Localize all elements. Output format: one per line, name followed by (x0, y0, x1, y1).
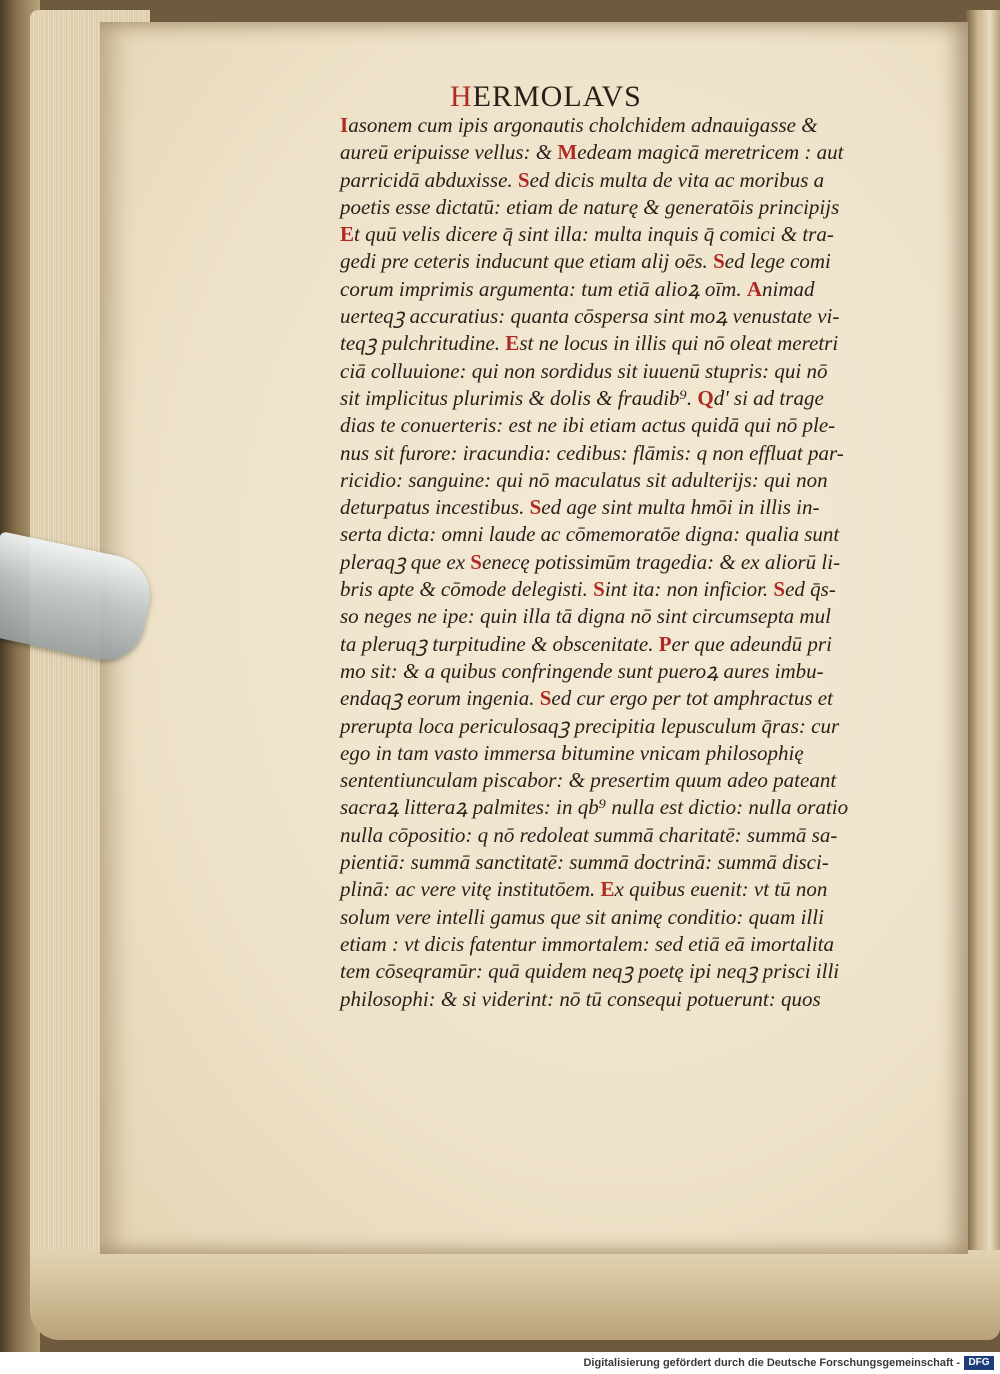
text-line (340, 549, 906, 576)
text-segment: deturpatus incestibus. (340, 495, 530, 520)
rubricated-initial: S (529, 495, 542, 520)
header-title: ERMOLAVS (472, 80, 642, 113)
text-segment: st ne locus in illis qui nō oleat meretri (519, 331, 839, 356)
text-line (340, 767, 906, 794)
text-segment: gedi pre ceteris inducunt que etiam alij oēs. (340, 249, 714, 274)
text-segment: ed cur ergo per tot amphractus et (551, 686, 833, 711)
text-line (340, 412, 906, 439)
rubricated-initial: S (517, 167, 530, 192)
text-line (340, 385, 906, 412)
book-bottom-edge (30, 1250, 1000, 1340)
text-segment: ed lege comi (724, 249, 831, 274)
text-segment: ego in tam vasto immersa bitumine vnicam philosophię (340, 740, 804, 765)
text-segment: ed dicis multa de vita ac moribus a (529, 167, 825, 192)
text-line (340, 330, 906, 357)
text-segment: sententiunculam piscabor: & presertim quum adeo pateant (340, 768, 837, 793)
footer-credit: Digitalisierung gefördert durch die Deutsche Forschungsgemeinschaft - (583, 1357, 960, 1369)
text-segment: d' si ad trage (713, 385, 824, 410)
rubricated-initial: E (600, 877, 615, 902)
text-line (340, 248, 906, 275)
rubricated-initial: M (557, 140, 578, 165)
text-segment: ciā colluuione: qui non sordidus sit iuuenū stupris: qui nō (340, 358, 828, 383)
header-rubricated-initial: H (450, 80, 473, 113)
text-segment: ta pleruqꝫ turpitudine & obscenitate. (340, 631, 659, 656)
text-line (340, 440, 906, 467)
text-segment: enecę potissimūm tragedia: & ex aliorū li- (481, 549, 841, 574)
footer-bar (0, 1352, 1000, 1374)
text-segment: teqꝫ pulchritudine. (340, 331, 506, 356)
text-segment: pientiā: summā sanctitatē: summā doctrinā: summā disci- (340, 850, 829, 875)
text-line (340, 221, 906, 248)
text-line (340, 494, 906, 521)
text-line (340, 986, 906, 1013)
text-segment: ricidio: sanguine: qui nō maculatus sit adulterijs: qui non (340, 467, 828, 492)
text-segment: solum vere intelli gamus que sit animę conditio: quam illi (340, 904, 824, 929)
text-segment: pleraqꝫ que ex (340, 549, 471, 574)
text-line (340, 822, 906, 849)
text-segment: sacraꝝ litteraꝝ palmites: in qb⁹ nulla est dictio: nulla oratio (340, 795, 849, 820)
text-segment: serta dicta: omni laude ac cōmemoratōe digna: qualia sunt (340, 522, 840, 547)
text-segment: corum imprimis argumenta: tum etiā alioꝝ oīm. (340, 276, 747, 301)
text-line (340, 685, 906, 712)
text-segment: poetis esse dictatū: etiam de naturę & generatōis principijs (340, 194, 840, 219)
text-line (340, 931, 906, 958)
rubricated-initial: I (340, 113, 349, 137)
rubricated-initial: S (593, 577, 605, 602)
rubricated-initial: S (539, 686, 552, 711)
rubricated-initial: S (470, 549, 482, 574)
text-segment: prerupta loca periculosaqꝫ precipitia lepusculum q̄ras: cur (340, 713, 840, 738)
rubricated-initial: E (505, 331, 520, 356)
text-line (340, 521, 906, 548)
rubricated-initial: Q (697, 385, 714, 410)
text-segment: endaqꝫ eorum ingenia. (340, 686, 540, 711)
text-segment: ed q̄s- (785, 577, 836, 602)
rubricated-initial: S (773, 577, 786, 602)
text-line (340, 194, 906, 221)
text-line (340, 139, 906, 166)
text-segment: asonem cum ipis argonautis cholchidem adnauigasse & (348, 113, 818, 137)
text-segment: parricidā abduxisse. (340, 167, 518, 192)
text-line (340, 876, 906, 903)
dfg-logo: DFG (964, 1356, 994, 1370)
text-line (340, 603, 906, 630)
text-line (340, 958, 906, 985)
text-segment: philosophi: & si viderint: nō tū consequi potuerunt: quos (340, 986, 821, 1011)
text-segment: nus sit furore: iracundia: cedibus: flāmis: q non effluat par- (340, 440, 844, 465)
text-line (340, 358, 906, 385)
text-segment: etiam : vt dicis fatentur immortalem: sed etiā eā imortalita (340, 931, 835, 956)
text-line (340, 303, 906, 330)
text-line (340, 849, 906, 876)
rubricated-initial: A (746, 276, 763, 301)
book-gutter (966, 10, 1000, 1330)
text-segment: nulla cōpositio: q nō redoleat summā charitatē: summā sa- (340, 822, 838, 847)
text-line (340, 576, 906, 603)
rubricated-initial: E (340, 222, 355, 247)
text-segment: t quū velis dicere q̄ sint illa: multa inquis q̄ comici & tra- (354, 222, 834, 247)
text-segment: dias te conuerteris: est ne ibi etiam actus quidā qui nō ple- (340, 413, 836, 438)
text-line (340, 167, 906, 194)
text-segment: mo sit: & a quibus confringende sunt pueroꝝ aures imbu- (340, 658, 824, 683)
text-segment: nimad (762, 276, 815, 301)
text-line (340, 631, 906, 658)
text-line (340, 794, 906, 821)
text-line (340, 467, 906, 494)
text-segment: sit implicitus plurimis & dolis & fraudib⁹. (340, 385, 698, 410)
text-line (340, 740, 906, 767)
text-block (340, 112, 906, 1013)
text-segment: plinā: ac vere vitę institutōem. (340, 877, 601, 902)
text-segment: aureū eripuisse vellus: & (340, 140, 558, 165)
rubricated-initial: P (658, 631, 672, 656)
running-header (450, 80, 642, 114)
text-segment: bris apte & cōmode delegisti. (340, 577, 594, 602)
text-line (340, 904, 906, 931)
text-line (340, 276, 906, 303)
text-segment: uerteqꝫ accuratius: quanta cōspersa sint moꝝ venustate vi- (340, 304, 840, 329)
text-segment: ed age sint multa hmōi in illis in- (541, 495, 820, 520)
text-line (340, 658, 906, 685)
text-segment: so neges ne ipe: quin illa tā digna nō sint circumsepta mul (340, 604, 831, 629)
rubricated-initial: S (713, 249, 725, 274)
text-segment: x quibus euenit: vt tū non (614, 877, 828, 902)
text-line (340, 112, 906, 139)
text-line (340, 713, 906, 740)
text-segment: tem cōseqramūr: quā quidem neqꝫ poetę ipi neqꝫ prisci illi (340, 959, 840, 984)
text-segment: er que adeundū pri (671, 631, 832, 656)
text-segment: edeam magicā meretricem : aut (577, 140, 844, 165)
text-segment: int ita: non inficior. (604, 577, 774, 602)
